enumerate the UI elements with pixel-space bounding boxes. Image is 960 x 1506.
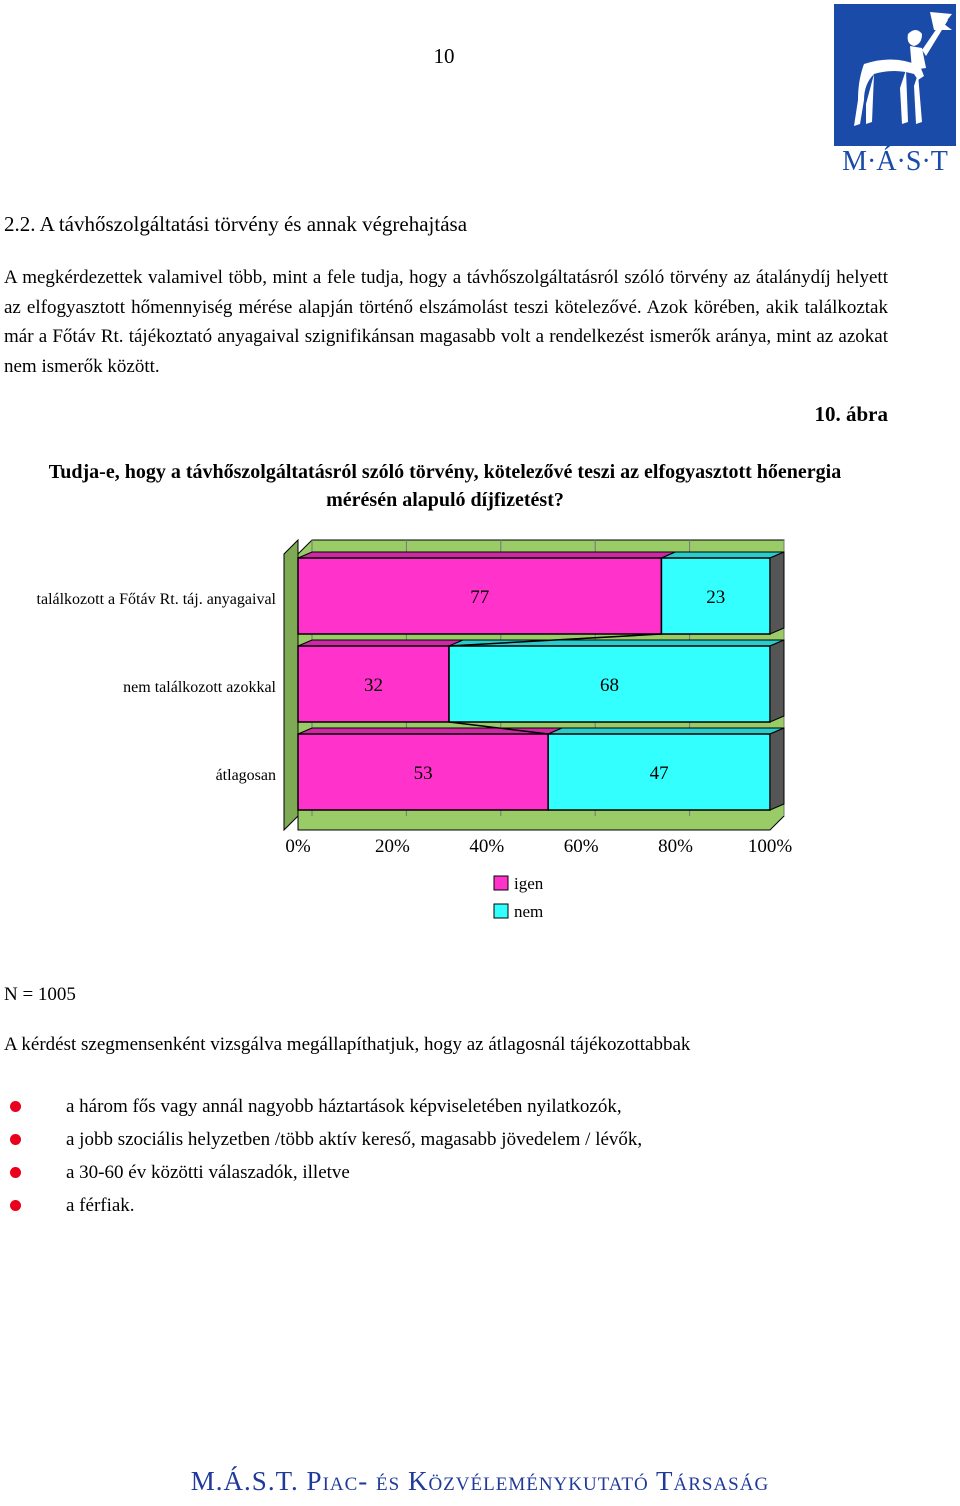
bar-top-face <box>298 640 463 646</box>
bar-side-face <box>770 640 784 722</box>
x-tick-label: 0% <box>285 836 311 857</box>
category-label: nem találkozott azokkal <box>123 679 276 696</box>
bullet-item <box>0 1158 642 1191</box>
legend-swatch <box>494 904 508 918</box>
plot-side-wall <box>284 540 298 830</box>
data-label: 53 <box>413 763 433 784</box>
section-heading: 2.2. A távhőszolgáltatási törvény és annak végrehajtása <box>4 212 468 236</box>
bullet-item <box>0 1125 642 1158</box>
bullet-text: a három fős vagy annál nagyobb háztartások képviseletében nyilatkozók, <box>66 1096 622 1117</box>
figure-label: 10. ábra <box>814 402 888 426</box>
bullet-item <box>0 1191 642 1224</box>
bar-side-face <box>770 728 784 810</box>
sample-size: N = 1005 <box>4 984 76 1005</box>
footer: M.Á.S.T. Piac- és Közvéleménykutató Társaság <box>190 1466 770 1496</box>
bullet-dot-icon <box>10 1134 21 1145</box>
stacked-bar-chart <box>0 530 960 935</box>
x-tick-label: 40% <box>469 836 505 857</box>
bullet-item <box>0 1092 642 1125</box>
category-label: találkozott a Főtáv Rt. táj. anyagaival <box>36 591 276 608</box>
logo-text: M·Á·S·T <box>842 146 948 174</box>
data-label: 77 <box>470 587 490 608</box>
data-label: 68 <box>600 675 620 696</box>
bar-top-face <box>661 552 784 558</box>
data-label: 32 <box>364 675 384 696</box>
x-tick-label: 80% <box>658 836 694 857</box>
mast-logo <box>834 4 956 174</box>
intro-paragraph: A megkérdezettek valamivel több, mint a fele tudja, hogy a távhőszolgáltatásról szóló törvény az átalánydíj helyett az elfogyasztott hőmennyiség mérése alapján történő elszámolást teszi kötelezővé. Azok körében, akik találkoztak már a Főtáv Rt. tájékoztató anyagaival szignifikánsan magasabb volt a rendelkezést ismerők aránya, mint az azokat nem ismerők között. <box>4 267 888 377</box>
finding-paragraph: A kérdést szegmensenként vizsgálva megállapíthatjuk, hogy az átlagosnál tájékozottabbak <box>4 1034 691 1055</box>
bullet-text: a jobb szociális helyzetben /több aktív kereső, magasabb jövedelem / lévők, <box>66 1129 643 1150</box>
category-label: átlagosan <box>215 767 276 784</box>
page-number: 10 <box>433 44 455 68</box>
bar-top-face <box>548 728 784 734</box>
bullet-dot-icon <box>10 1101 21 1112</box>
bullet-text: a férfiak. <box>66 1195 135 1216</box>
chart-title: Tudja-e, hogy a távhőszolgáltatásról szóló törvény, kötelezővé teszi az elfogyasztott hőenergia mérésén alapuló díjfizetést? <box>48 461 842 511</box>
bullet-dot-icon <box>10 1200 21 1211</box>
x-tick-label: 100% <box>747 836 793 857</box>
bullet-dot-icon <box>10 1167 21 1178</box>
data-label: 23 <box>706 587 726 608</box>
legend-label: nem <box>514 902 544 921</box>
bullet-list <box>0 1092 642 1224</box>
bar-top-face <box>298 552 675 558</box>
x-tick-label: 60% <box>563 836 599 857</box>
legend-label: igen <box>514 874 544 893</box>
legend-swatch <box>494 876 508 890</box>
x-tick-label: 20% <box>374 836 410 857</box>
bullet-text: a 30-60 év közötti válaszadók, illetve <box>66 1162 350 1183</box>
bar-side-face <box>770 552 784 634</box>
data-label: 47 <box>649 763 669 784</box>
